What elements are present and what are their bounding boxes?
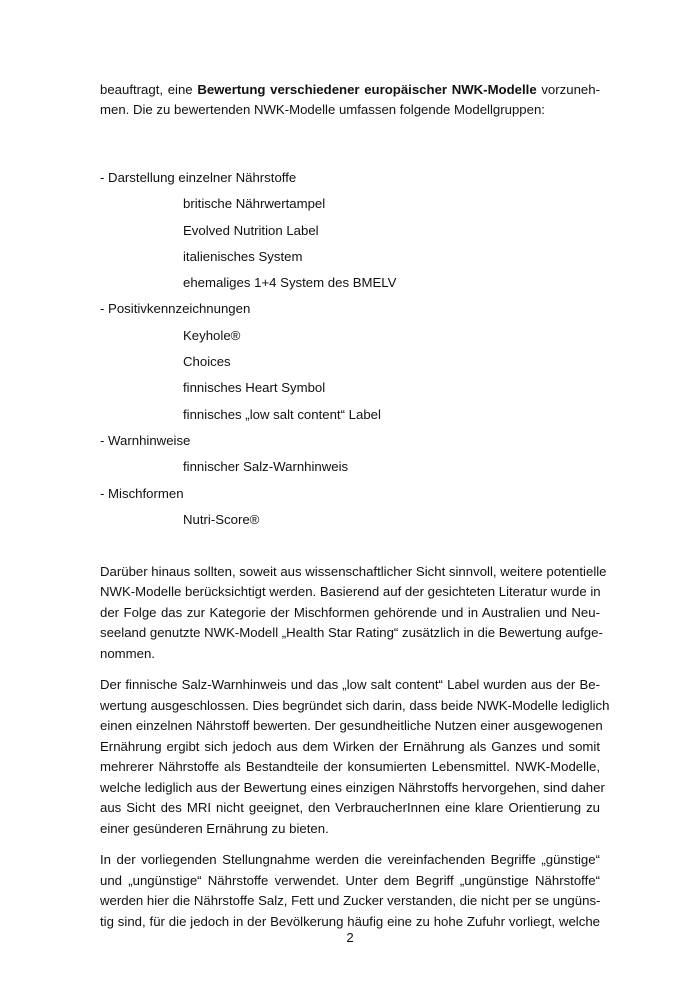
group-item: finnisches Heart Symbol: [183, 380, 326, 396]
paragraph: [100, 562, 607, 665]
model-group-list: [100, 168, 600, 530]
document-body: [100, 80, 610, 943]
paragraph-line: NWK-Modelle berücksichtigt werden. Basierend auf der gesichteten Literatur wurde in: [100, 584, 601, 600]
group-title: - Mischformen: [100, 485, 184, 501]
paragraph-line: aus Sicht des MRI nicht geeignet, den VerbraucherInnen eine klare Orientierung zu: [100, 800, 600, 816]
paragraph-line: mehrerer Nährstoffe als Bestandteile der konsumierten Lebensmittel. NWK-Modelle,: [100, 759, 600, 775]
paragraph-line: Der finnische Salz-Warnhinweis und das „low salt content“ Label wurden aus der Be-: [100, 677, 600, 693]
paragraph-line: und „ungünstige“ Nährstoffe verwendet. Unter dem Begriff „ungünstige Nährstoffe“: [100, 872, 600, 888]
paragraph-line: Ernährung ergibt sich jedoch aus dem Wirken der Ernährung als Ganzes und somit: [100, 738, 600, 754]
intro-text-end: vorzuneh-: [536, 82, 600, 97]
paragraph-line: wertung ausgeschlossen. Dies begründet sich darin, dass beide NWK-Modelle lediglich: [100, 697, 610, 713]
group-item: Evolved Nutrition Label: [183, 222, 319, 238]
page-number: 2: [346, 930, 354, 945]
intro-bold-text: Bewertung verschiedener europäischer NWK-Modelle: [197, 82, 537, 97]
paragraph-line: Darüber hinaus sollten, soweit aus wissenschaftlicher Sicht sinnvoll, weitere potentielle: [100, 563, 607, 579]
paragraph-line: seeland genutzte NWK-Modell „Health Star Rating“ zusätzlich in die Bewertung aufge-: [100, 625, 603, 641]
group-title: - Warnhinweise: [100, 432, 191, 448]
group-item: italienisches System: [183, 248, 303, 264]
group-item: Nutri-Score®: [183, 511, 260, 527]
paragraph-line: der Folge das zur Kategorie der Mischformen gehörende und in Australien und Neu-: [100, 604, 600, 620]
group-item: britische Nährwertampel: [183, 196, 326, 212]
paragraph: [100, 675, 610, 839]
paragraph-line: einen einzelnen Nährstoff bewerten. Der gesundheitliche Nutzen einer ausgewogenen: [100, 718, 603, 734]
group-title: - Positivkennzeichnungen: [100, 301, 251, 317]
group-item: Choices: [183, 354, 231, 370]
group-title: - Darstellung einzelner Nährstoffe: [100, 170, 297, 185]
paragraph-line: In der vorliegenden Stellungnahme werden die vereinfachenden Begriffe „günstige“: [100, 852, 600, 868]
paragraph-line: werden hier die Nährstoffe Salz, Fett und Zucker verstanden, die nicht per se ungüns-: [100, 893, 601, 909]
body-paragraphs: [100, 562, 610, 933]
intro-line-1: [100, 80, 600, 100]
paragraph: [100, 850, 600, 932]
intro-paragraph: [100, 80, 600, 120]
group-item: Keyhole®: [183, 327, 241, 343]
paragraph-line: nommen.: [100, 645, 155, 661]
group-item: ehemaliges 1+4 System des BMELV: [183, 275, 397, 291]
intro-text: beauftragt, eine: [100, 82, 198, 97]
paragraph-line: einer gesünderen Ernährung zu bieten.: [100, 820, 329, 836]
group-item: finnisches „low salt content“ Label: [183, 406, 381, 422]
intro-line-2: men. Die zu bewertenden NWK-Modelle umfassen folgende Modellgruppen:: [100, 102, 545, 117]
group-item: finnischer Salz-Warnhinweis: [183, 459, 349, 475]
paragraph-line: tig sind, für die jedoch in der Bevölkerung häufig eine zu hohe Zufuhr vorliegt, welche: [100, 913, 600, 929]
paragraph-line: welche lediglich aus der Bewertung eines einzigen Nährstoffs hervorgehen, sind daher: [100, 779, 605, 795]
